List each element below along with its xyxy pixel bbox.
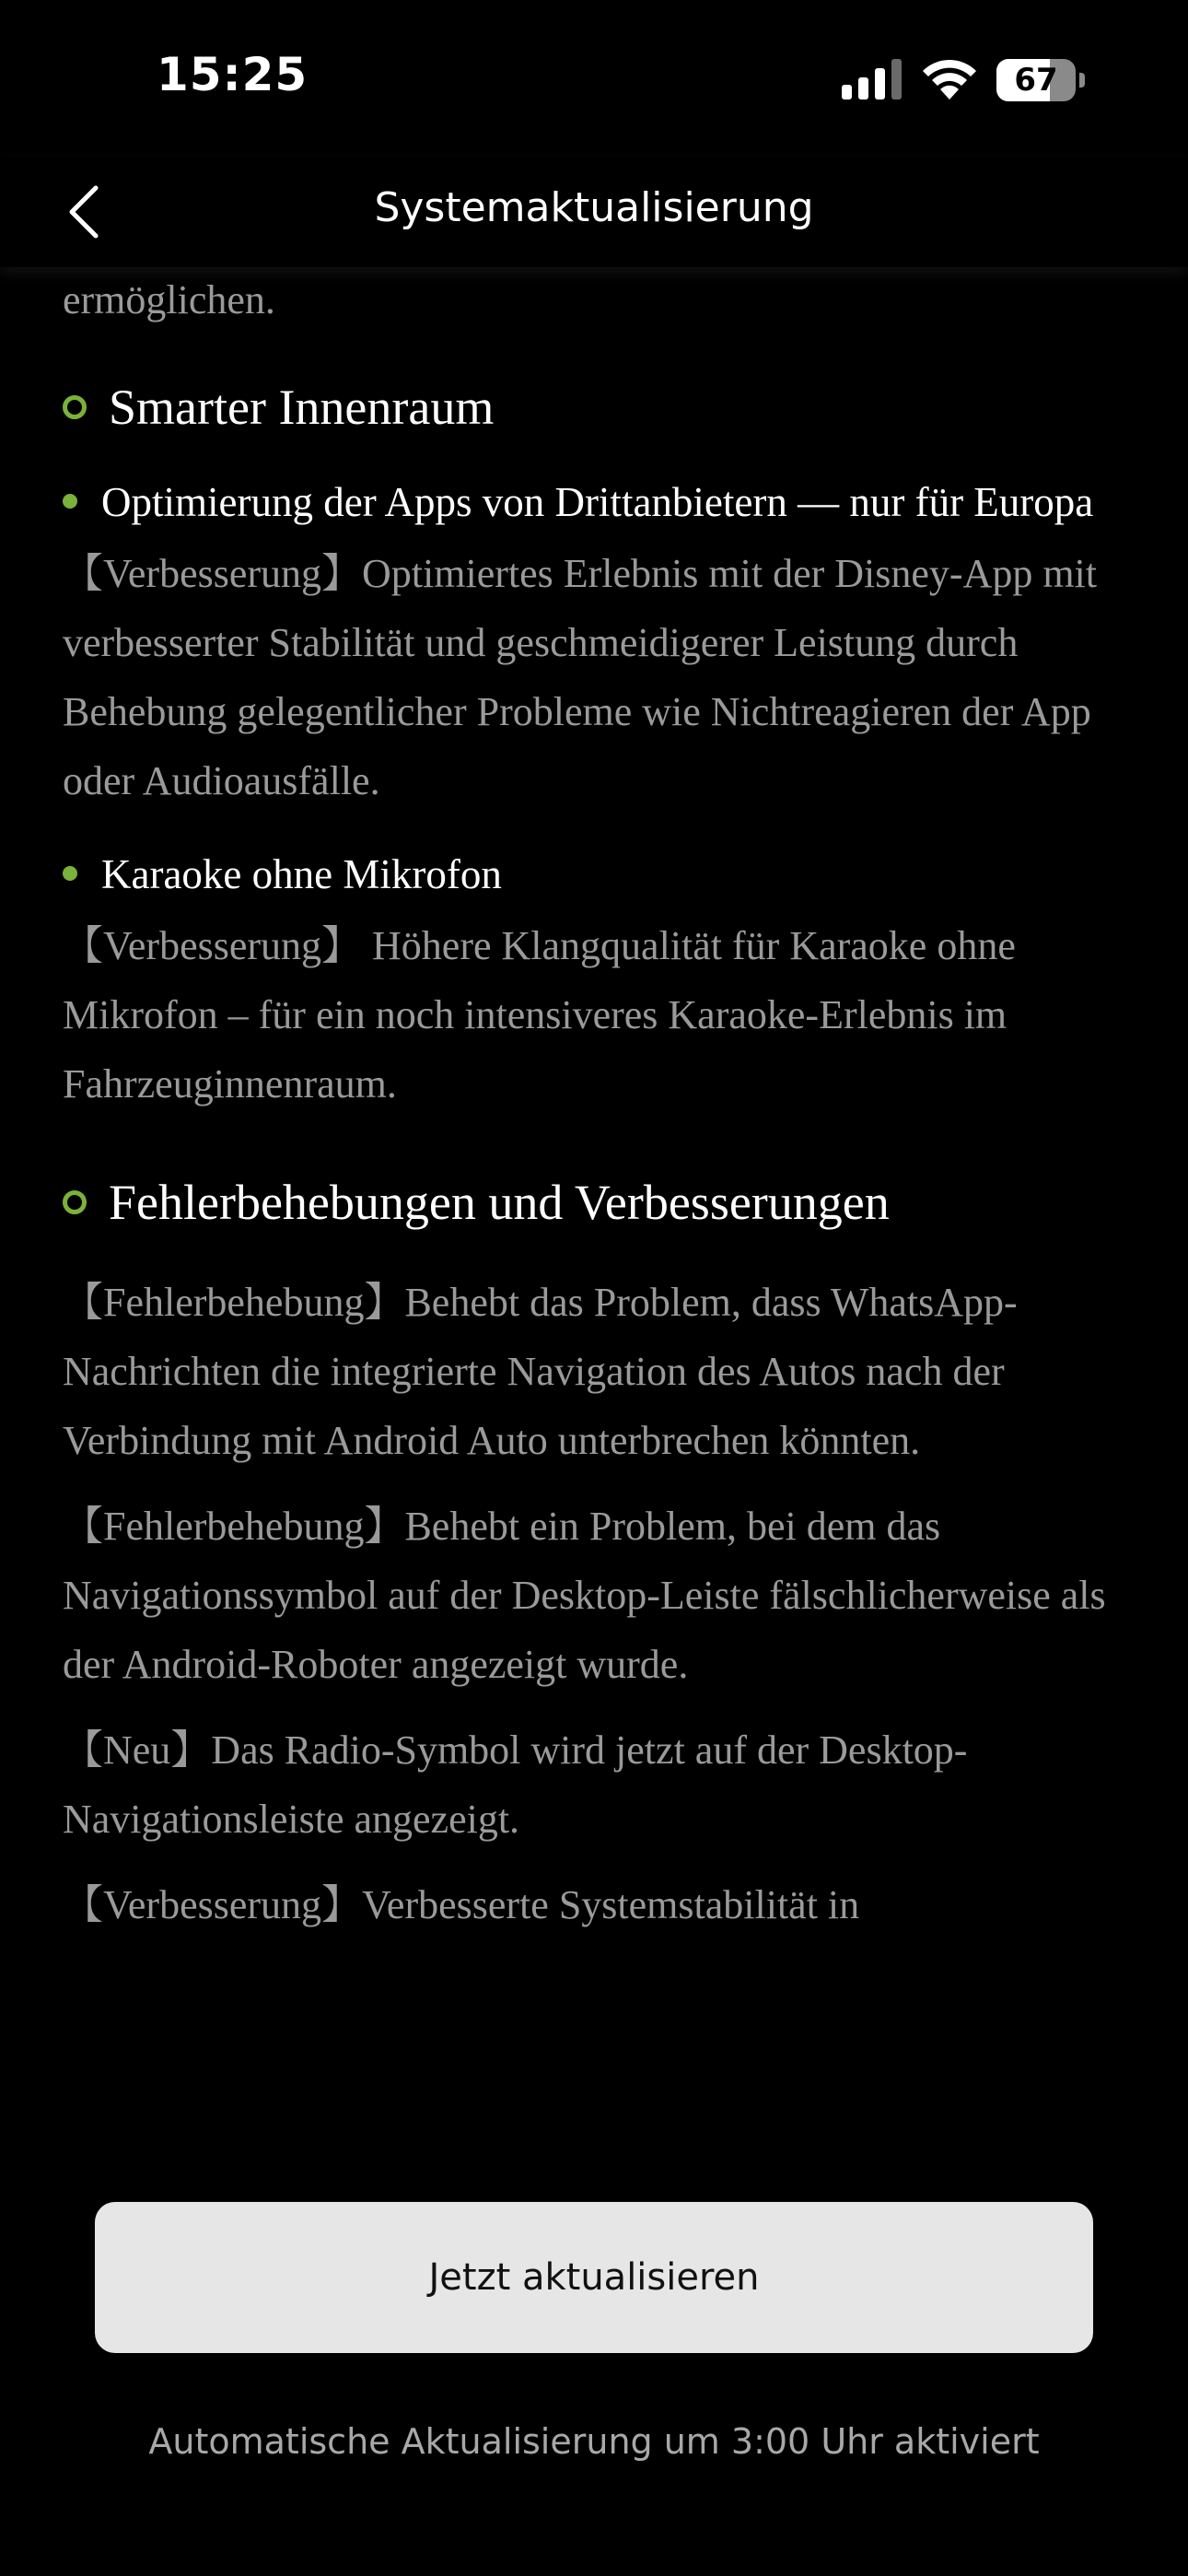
section-title (63, 379, 1131, 436)
auto-update-note: Automatische Aktualisierung um 3:00 Uhr aktiviert (148, 2421, 1040, 2462)
status-bar (0, 0, 1188, 157)
release-notes-scroll[interactable] (0, 267, 1188, 2174)
update-now-button[interactable]: Jetzt aktualisieren (95, 2202, 1093, 2353)
section-ring-icon (63, 395, 87, 419)
section-title-text: Smarter Innenraum (109, 380, 495, 435)
battery-body (996, 59, 1076, 101)
item-title-text: Karaoke ohne Mikrofon (101, 851, 502, 897)
fix-paragraph: 【Fehlerbehebung】Behebt ein Problem, bei dem das Navigationssymbol auf der Desktop-Leiste fälschlicherweise als der Android-Roboter angezeigt wurde. (63, 1504, 1106, 1687)
item-title-text: Optimierung der Apps von Drittanbietern — nur für Europa (101, 479, 1094, 525)
item-description: 【Verbesserung】 Höhere Klangqualität für Karaoke ohne Mikrofon – für ein noch intensiveres Karaoke-Erlebnis im Fahrzeuginnenraum. (63, 923, 1016, 1107)
battery-level: 67 (1014, 62, 1058, 99)
nav-header (0, 157, 1188, 267)
section-title-text: Fehlerbehebungen und Verbesserungen (109, 1175, 890, 1230)
cellular-signal-icon (842, 59, 903, 100)
page-title: Systemaktualisierung (374, 184, 814, 231)
item-title (63, 847, 1131, 902)
scroll-fade (0, 2064, 1188, 2174)
item-description: 【Verbesserung】Optimiertes Erlebnis mit der Disney-App mit verbesserter Stabilität und geschmeidigerer Leistung durch Behebung gelegentlicher Probleme wie Nichtreagieren der App oder Audioausfälle. (63, 551, 1098, 803)
section-title (63, 1174, 1131, 1231)
item-title (63, 474, 1131, 530)
intro-tail: ermöglichen. (63, 277, 275, 322)
wifi-icon (921, 55, 978, 100)
battery-tip (1079, 73, 1085, 88)
fix-paragraph: 【Neu】Das Radio-Symbol wird jetzt auf der Desktop-Navigationsleiste angezeigt. (63, 1727, 968, 1842)
fix-paragraph: 【Fehlerbehebung】Behebt das Problem, dass WhatsApp-Nachrichten die integrierte Navigation des Autos nach der Verbindung mit Android Auto unterbrechen könnten. (63, 1280, 1018, 1463)
bullet-dot-icon (63, 866, 77, 881)
bullet-dot-icon (63, 494, 77, 509)
fix-paragraph: 【Verbesserung】Verbesserte Systemstabilität in (63, 1882, 860, 1927)
status-time: 15:25 (157, 48, 309, 101)
battery-indicator (996, 59, 1085, 101)
section-ring-icon (63, 1190, 87, 1214)
release-notes (63, 267, 1131, 1939)
